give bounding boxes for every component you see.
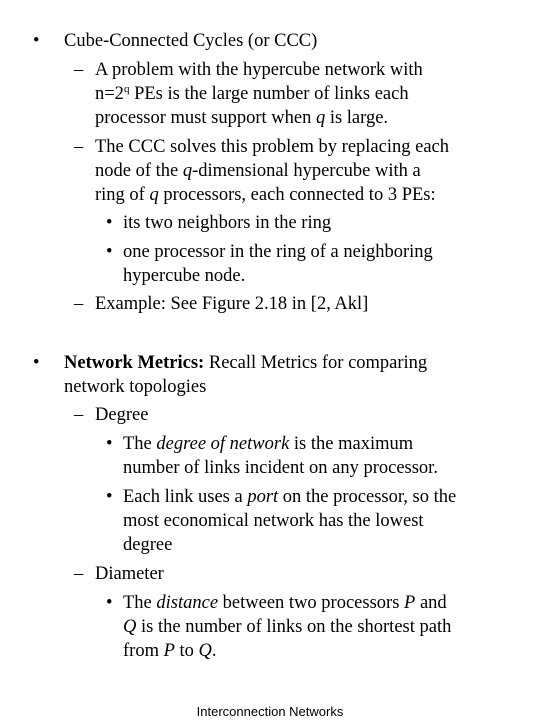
problem-line-3: processor must support when q is large. bbox=[95, 108, 389, 128]
degree-bullet-1-line-2: number of links incident on any processor. bbox=[123, 458, 438, 478]
problem-line-2: $n=2^q$ PEs is the large number of links each bbox=[95, 83, 409, 104]
solution-line-1: The CCC solves this problem by replacing each bbox=[95, 137, 449, 157]
example-line: Example: See Figure 2.18 in [2, Akl] bbox=[95, 294, 369, 314]
bullet-marker: • bbox=[106, 242, 113, 262]
bullet-marker: • bbox=[106, 434, 113, 454]
solution-bullet-1: its two neighbors in the ring bbox=[123, 213, 332, 233]
dash-marker: – bbox=[74, 405, 84, 425]
solution-line-2: node of the q-dimensional hypercube with a bbox=[95, 161, 421, 181]
dash-marker: – bbox=[74, 60, 84, 80]
page-footer: Interconnection Networks bbox=[196, 704, 344, 719]
degree-bullet-1-line-1: The degree of network is the maximum bbox=[123, 434, 414, 454]
section-heading-metrics-line-2: network topologies bbox=[64, 377, 207, 397]
diameter-bullet-line-1: The distance between two processors P and bbox=[123, 593, 447, 613]
solution-bullet-2-line-2: hypercube node. bbox=[123, 266, 246, 286]
dash-marker: – bbox=[74, 564, 84, 584]
bullet-marker: • bbox=[106, 487, 113, 507]
diameter-bullet-line-2: Q is the number of links on the shortest path bbox=[123, 617, 452, 637]
diameter-bullet-line-3: from P to Q. bbox=[123, 641, 217, 661]
degree-bullet-2-line-2: most economical network has the lowest bbox=[123, 511, 424, 531]
solution-bullet-2-line-1: one processor in the ring of a neighboring bbox=[123, 242, 433, 262]
section-heading-metrics: Network Metrics: Recall Metrics for comparing bbox=[64, 353, 428, 373]
diameter-label: Diameter bbox=[95, 564, 164, 584]
degree-bullet-2-line-3: degree bbox=[123, 535, 173, 555]
degree-label: Degree bbox=[95, 405, 149, 425]
section-heading-ccc: Cube-Connected Cycles (or CCC) bbox=[64, 31, 318, 51]
dash-marker: – bbox=[74, 137, 84, 157]
problem-line-1: A problem with the hypercube network with bbox=[95, 60, 423, 80]
bullet-marker: • bbox=[106, 213, 113, 233]
bullet-marker: • bbox=[106, 593, 113, 613]
degree-bullet-2-line-1: Each link uses a port on the processor, so the bbox=[123, 487, 457, 507]
solution-line-3: ring of q processors, each connected to 3 PEs: bbox=[95, 185, 436, 205]
bullet-marker: • bbox=[33, 353, 40, 373]
bullet-marker: • bbox=[33, 31, 40, 51]
dash-marker: – bbox=[74, 294, 84, 314]
